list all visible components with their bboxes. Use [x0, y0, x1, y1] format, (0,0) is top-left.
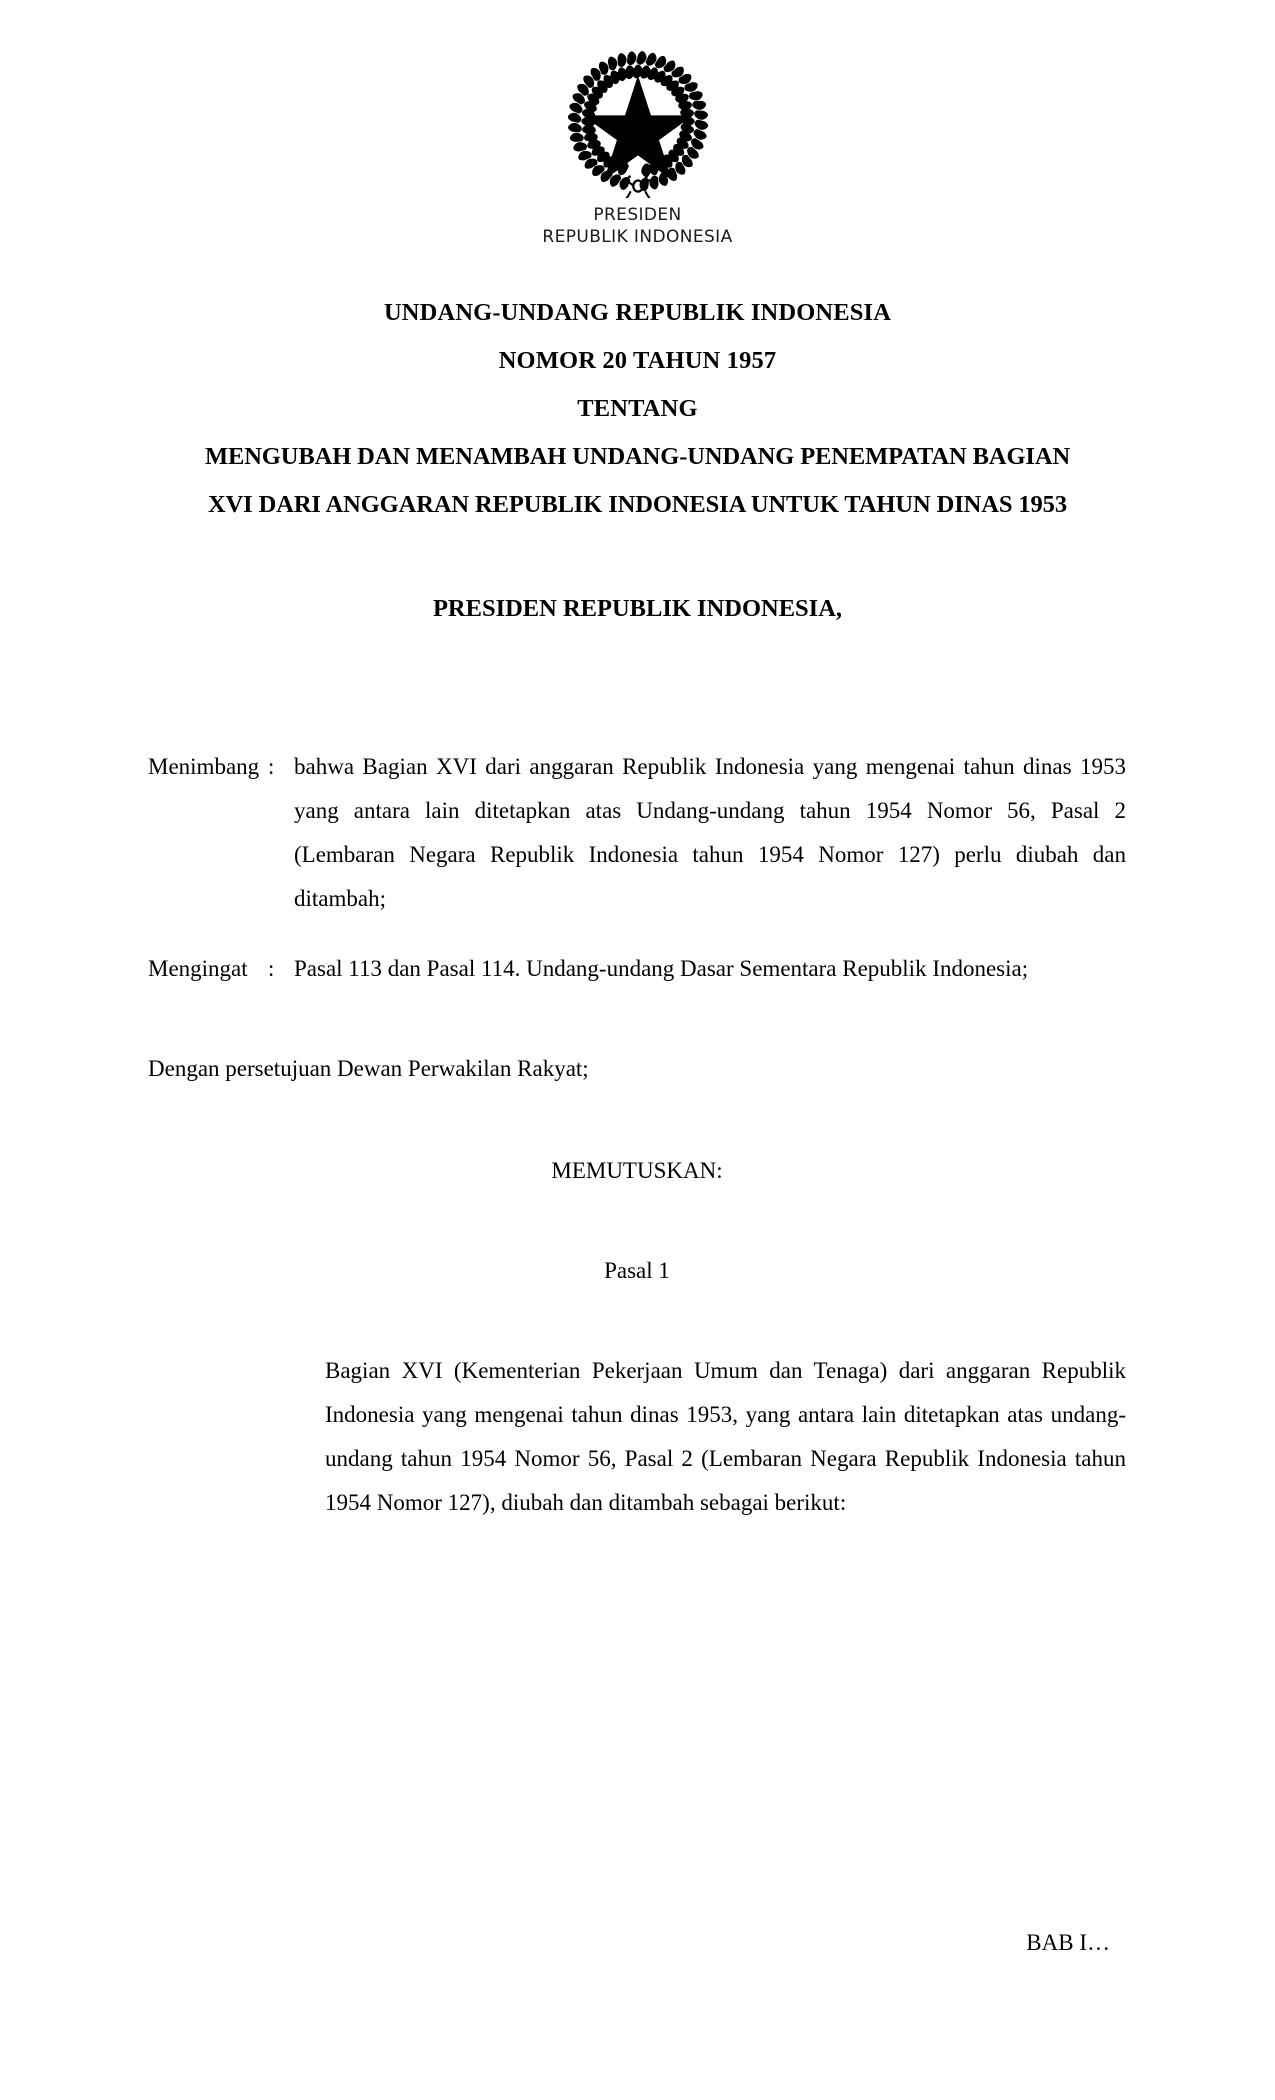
- title-subject-line-1: MENGUBAH DAN MENAMBAH UNDANG-UNDANG PENEMPATAN BAGIAN: [204, 442, 1071, 470]
- page-continuation-footer: BAB I…: [1026, 1930, 1110, 1955]
- title-law-type: UNDANG-UNDANG REPUBLIK INDONESIA: [383, 298, 892, 326]
- memutuskan-heading: MEMUTUSKAN:: [551, 1158, 723, 1183]
- clause-colon: :: [268, 956, 275, 981]
- clause-mengingat: [148, 947, 1126, 991]
- title-number-year: NOMOR 20 TAHUN 1957: [498, 346, 777, 374]
- emblem-caption: [542, 204, 732, 249]
- clause-label: Menimbang: [148, 754, 260, 779]
- document-body: [148, 745, 1126, 1525]
- garuda-star-wreath-emblem: [552, 48, 724, 198]
- emblem-block: [0, 0, 1275, 249]
- clause-colon: :: [268, 754, 275, 779]
- authority-heading: PRESIDEN REPUBLIK INDONESIA,: [432, 594, 843, 622]
- title-subject-line-2: XVI DARI ANGGARAN REPUBLIK INDONESIA UNTUK TAHUN DINAS 1953: [208, 490, 1067, 518]
- title-tentang-label: TENTANG: [577, 394, 698, 422]
- clause-text: bahwa Bagian XVI dari anggaran Republik Indonesia yang mengenai tahun dinas 1953 yang antara lain ditetapkan atas Undang-undang tahun 1954 Nomor 56, Pasal 2 (Lembaran Negara Republik Indonesia tahun 1954 Nomor 127) perlu diubah dan ditambah;: [294, 754, 1126, 911]
- approval-line: Dengan persetujuan Dewan Perwakilan Rakyat;: [148, 1056, 589, 1081]
- article-body-paragraph: Bagian XVI (Kementerian Pekerjaan Umum dan Tenaga) dari anggaran Republik Indonesia yang mengenai tahun dinas 1953, yang antara lain ditetapkan atas undang-undang tahun 1954 Nomor 56, Pasal 2 (Lembaran Negara Republik Indonesia tahun 1954 Nomor 127), diubah dan ditambah sebagai berikut:: [325, 1358, 1126, 1515]
- document-title-block: [0, 289, 1275, 529]
- clause-label: Mengingat: [148, 956, 248, 981]
- emblem-caption-line-2: REPUBLIK INDONESIA: [542, 227, 733, 248]
- clause-menimbang: [148, 745, 1126, 921]
- article-heading: Pasal 1: [604, 1258, 670, 1283]
- clause-text: Pasal 113 dan Pasal 114. Undang-undang Dasar Sementara Republik Indonesia;: [294, 956, 1029, 981]
- emblem-caption-line-1: PRESIDEN: [593, 205, 682, 225]
